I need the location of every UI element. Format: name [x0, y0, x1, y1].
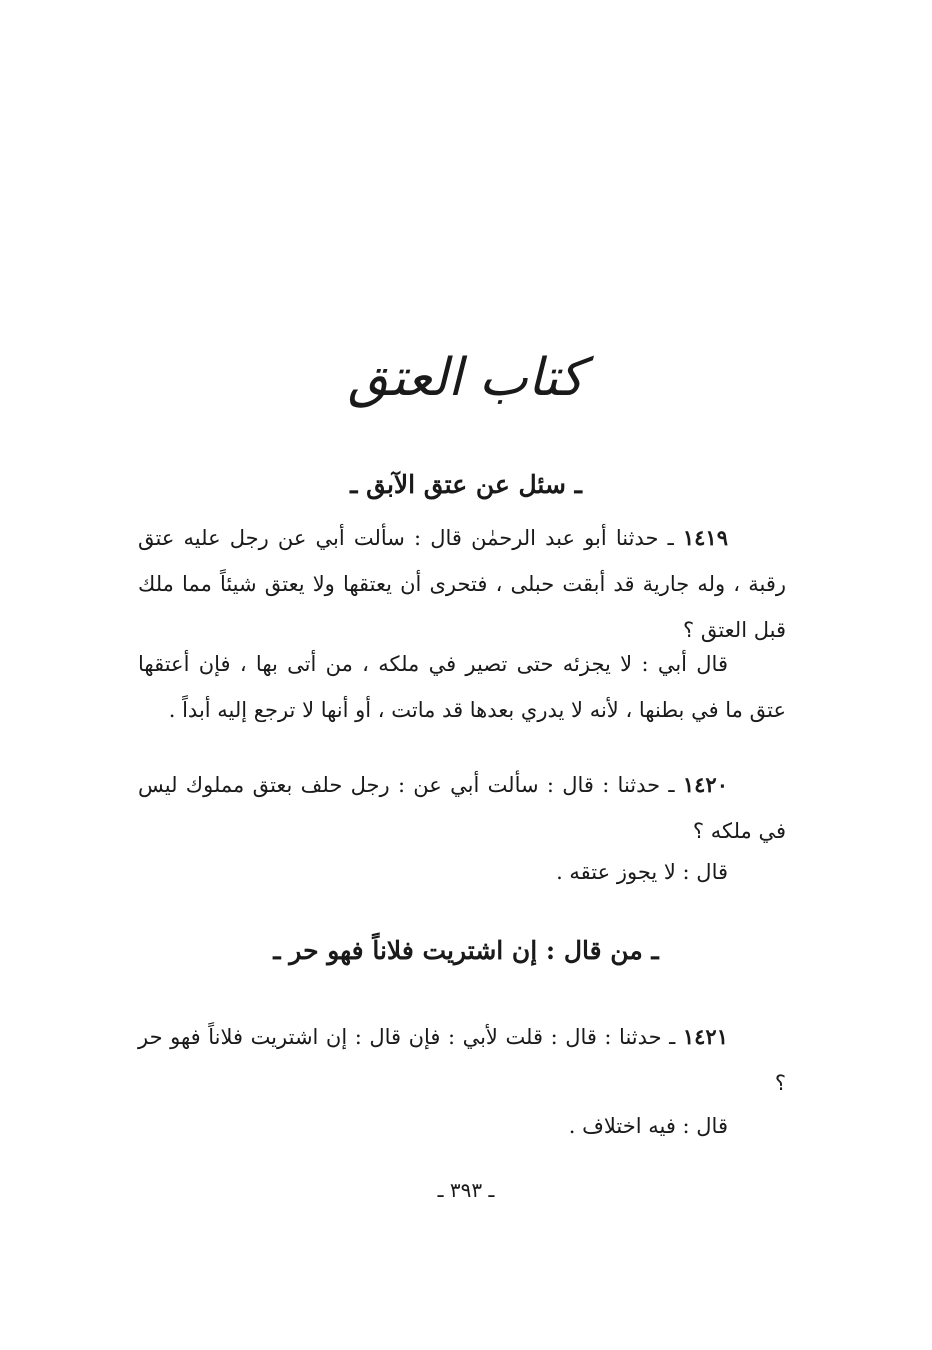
hadith-number: ١٤١٩	[682, 525, 728, 550]
hadith-question-text: ـ حدثنا أبو عبد الرحمٰن قال : سألت أبي عن رجل عليه عتق رقبة ، وله جارية قد أبقت حبلى ، فتحرى أن يعتقها ولا يعتق شيئاً مما ملك قبل العتق ؟	[138, 526, 786, 642]
hadith-question-text: ـ حدثنا : قال : قلت لأبي : فإن قال : إن اشتريت فلاناً فهو حر ؟	[138, 1025, 786, 1095]
book-title: كتاب العتق	[347, 348, 585, 408]
hadith-1420-question	[138, 762, 786, 854]
section-heading-purchase-condition: ـ من قال : إن اشتريت فلاناً فهو حر ـ	[273, 936, 659, 965]
hadith-1419-answer: قال أبي : لا يجزئه حتى تصير في ملكه ، من أتى بها ، فإن أعتقها عتق ما في بطنها ، لأنه لا يدري بعدها قد ماتت ، أو أنها لا ترجع إليه أبداً .	[138, 652, 786, 722]
hadith-number: ١٤٢١	[682, 1024, 728, 1049]
hadith-number: ١٤٢٠	[682, 772, 728, 797]
hadith-question-text: ـ حدثنا : قال : سألت أبي عن : رجل حلف بعتق مملوك ليس في ملكه ؟	[138, 773, 786, 843]
hadith-1421-answer: قال : فيه اختلاف .	[568, 1114, 728, 1138]
hadith-1421-question	[138, 1014, 786, 1106]
hadith-1420-answer: قال : لا يجوز عتقه .	[556, 860, 728, 884]
hadith-1419-question	[138, 515, 786, 653]
page-number: ـ ٣٩٣ ـ	[437, 1178, 495, 1202]
section-heading-absconder: ـ سئل عن عتق الآبق ـ	[350, 470, 582, 499]
